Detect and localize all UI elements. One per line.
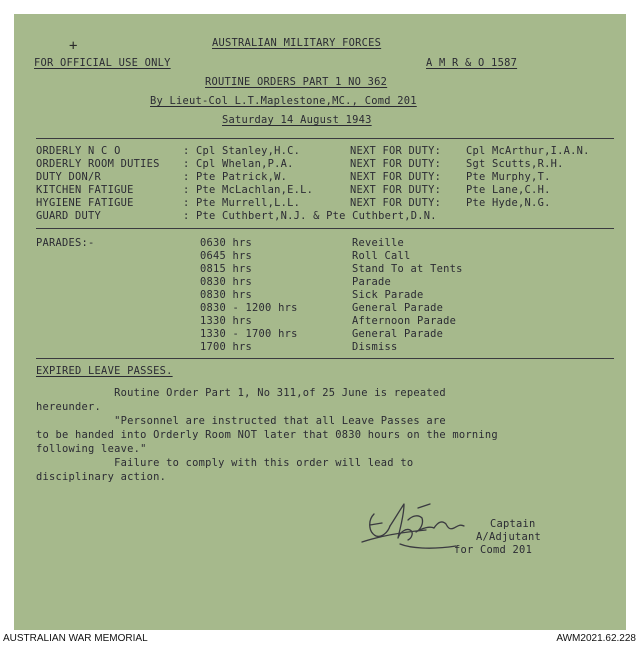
parade-time: 0830 - 1200 hrs — [200, 302, 298, 314]
next-duty-person: Pte Lane,C.H. — [466, 184, 551, 196]
next-duty-person: Pte Hyde,N.G. — [466, 197, 551, 209]
date-line: Saturday 14 August 1943 — [222, 114, 372, 126]
next-duty-label: NEXT FOR DUTY: — [350, 158, 442, 170]
signatory-role: A/Adjutant — [476, 531, 542, 543]
parade-time: 1330 - 1700 hrs — [200, 328, 298, 340]
footer-source: AUSTRALIAN WAR MEMORIAL — [3, 633, 148, 644]
classification: FOR OFFICIAL USE ONLY — [34, 57, 171, 69]
parade-event: Afternoon Parade — [352, 315, 457, 327]
duty-role: GUARD DUTY — [36, 210, 102, 222]
footer-accession-number: AWM2021.62.228 — [556, 633, 636, 644]
next-duty-label: NEXT FOR DUTY: — [350, 171, 442, 183]
parade-event: Reveille — [352, 237, 405, 249]
duty-person: : Pte Patrick,W. — [183, 171, 288, 183]
leave-heading: EXPIRED LEAVE PASSES. — [36, 365, 173, 377]
document-sheet — [14, 14, 626, 630]
leave-line: "Personnel are instructed that all Leave Passes are — [36, 415, 446, 427]
leave-line: disciplinary action. — [36, 471, 167, 483]
next-duty-person: Pte Murphy,T. — [466, 171, 551, 183]
leave-line: Failure to comply with this order will lead to — [36, 457, 414, 469]
divider-parades — [36, 358, 614, 359]
org-heading: AUSTRALIAN MILITARY FORCES — [212, 37, 382, 49]
parade-event: Sick Parade — [352, 289, 424, 301]
parade-time: 0830 hrs — [200, 276, 253, 288]
parade-event: Dismiss — [352, 341, 398, 353]
leave-line: to be handed into Orderly Room NOT later that 0830 hours on the morning — [36, 429, 498, 441]
parade-event: Parade — [352, 276, 392, 288]
divider-top — [36, 138, 614, 139]
duty-role: DUTY DON/R — [36, 171, 102, 183]
duty-role: ORDERLY N C O — [36, 145, 121, 157]
parade-time: 0630 hrs — [200, 237, 253, 249]
parade-event: General Parade — [352, 302, 444, 314]
parade-event: General Parade — [352, 328, 444, 340]
parade-time: 0645 hrs — [200, 250, 253, 262]
parade-time: 0815 hrs — [200, 263, 253, 275]
next-duty-person: Cpl McArthur,I.A.N. — [466, 145, 590, 157]
next-duty-label: NEXT FOR DUTY: — [350, 184, 442, 196]
duty-person: : Cpl Stanley,H.C. — [183, 145, 301, 157]
leave-line: hereunder. — [36, 401, 102, 413]
duty-role: KITCHEN FATIGUE — [36, 184, 134, 196]
parade-time: 0830 hrs — [200, 289, 253, 301]
duty-person: : Pte McLachlan,E.L. — [183, 184, 314, 196]
signatory-rank: Captain — [490, 518, 536, 530]
parade-event: Roll Call — [352, 250, 411, 262]
parade-time: 1330 hrs — [200, 315, 253, 327]
next-duty-person: Sgt Scutts,R.H. — [466, 158, 564, 170]
signatory-for: for Comd 201 — [454, 544, 533, 556]
duty-person: : Cpl Whelan,P.A. — [183, 158, 294, 170]
leave-line: following leave." — [36, 443, 147, 455]
duty-person: : Pte Cuthbert,N.J. & Pte Cuthbert,D.N. — [183, 210, 437, 222]
parades-label: PARADES:- — [36, 237, 95, 249]
duty-role: HYGIENE FATIGUE — [36, 197, 134, 209]
parade-event: Stand To at Tents — [352, 263, 463, 275]
duty-role: ORDERLY ROOM DUTIES — [36, 158, 160, 170]
leave-line: Routine Order Part 1, No 311,of 25 June is repeated — [36, 387, 446, 399]
next-duty-label: NEXT FOR DUTY: — [350, 145, 442, 157]
next-duty-label: NEXT FOR DUTY: — [350, 197, 442, 209]
author-line: By Lieut-Col L.T.Maplestone,MC., Comd 201 — [150, 95, 417, 107]
parade-time: 1700 hrs — [200, 341, 253, 353]
reference-number: A M R & O 1587 — [426, 57, 518, 69]
orders-title: ROUTINE ORDERS PART 1 NO 362 — [205, 76, 388, 88]
punch-mark: + — [69, 38, 78, 54]
divider-duties — [36, 228, 614, 229]
duty-person: : Pte Murrell,L.L. — [183, 197, 301, 209]
